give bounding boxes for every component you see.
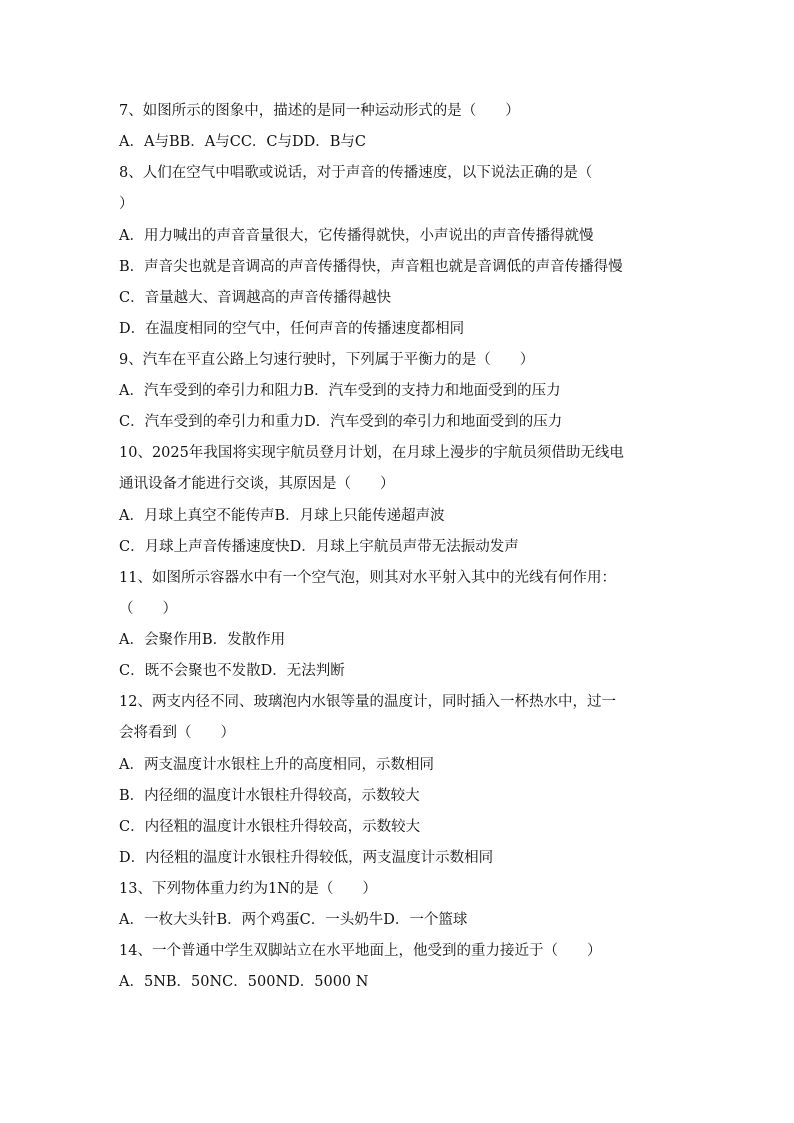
question-8-option-a: A．用力喊出的声音音量很大，它传播得就快，小声说出的声音传播得就慢 <box>119 228 594 244</box>
question-12-option-d: D．内径粗的温度计水银柱升得较低，两支温度计示数相同 <box>119 850 494 866</box>
question-12: 12、两支内径不同、玻璃泡内水银等量的温度计，同时插入一杯热水中，过一 <box>119 694 616 710</box>
question-7: 7、如图所示的图象中，描述的是同一种运动形式的是（ ） <box>119 103 520 119</box>
question-14: 14、一个普通中学生双脚站立在水平地面上，他受到的重力接近于（ ） <box>119 943 602 959</box>
question-10-options-cd: C．月球上声音传播速度快D．月球上宇航员声带无法振动发声 <box>119 539 519 555</box>
question-8-option-d: D．在温度相同的空气中，任何声音的传播速度都相同 <box>119 321 465 337</box>
question-11: 11、如图所示容器水中有一个空气泡，则其对水平射入其中的光线有何作用： <box>119 570 616 586</box>
question-10: 10、2025年我国将实现宇航员登月计划，在月球上漫步的宇航员须借助无线电 <box>119 445 624 461</box>
question-8-continued: ） <box>119 196 134 212</box>
question-8: 8、人们在空气中唱歌或说话，对于声音的传播速度，以下说法正确的是（ <box>119 165 593 181</box>
question-10-continued: 通讯设备才能进行交谈，其原因是（ ） <box>119 476 395 492</box>
question-11-options-cd: C．既不会聚也不发散D．无法判断 <box>119 663 345 679</box>
question-12-option-c: C．内径粗的温度计水银柱升得较高，示数较大 <box>119 819 421 835</box>
question-14-options: A．5NB．50NC．500ND．5000 N <box>119 974 369 990</box>
question-9-options-ab: A．汽车受到的牵引力和阻力B．汽车受到的支持力和地面受到的压力 <box>119 383 561 399</box>
question-12-continued: 会将看到（ ） <box>119 725 235 741</box>
question-7-options: A．A与BB．A与CC．C与DD．B与C <box>119 134 367 150</box>
question-10-options-ab: A．月球上真空不能传声B．月球上只能传递超声波 <box>119 508 445 524</box>
question-9-options-cd: C．汽车受到的牵引力和重力D．汽车受到的牵引力和地面受到的压力 <box>119 414 563 430</box>
question-12-option-a: A．两支温度计水银柱上升的高度相同，示数相同 <box>119 757 434 773</box>
question-11-continued: （ ） <box>119 601 177 617</box>
question-13-options: A．一枚大头针B．两个鸡蛋C．一头奶牛D．一个篮球 <box>119 912 468 928</box>
question-8-option-b: B．声音尖也就是音调高的声音传播得快，声音粗也就是音调低的声音传播得慢 <box>119 259 623 275</box>
question-11-options-ab: A．会聚作用B．发散作用 <box>119 632 286 648</box>
question-13: 13、下列物体重力约为1N的是（ ） <box>119 881 377 897</box>
question-12-option-b: B．内径细的温度计水银柱升得较高，示数较大 <box>119 788 420 804</box>
question-9: 9、汽车在平直公路上匀速行驶时，下列属于平衡力的是（ ） <box>119 352 535 368</box>
question-8-option-c: C．音量越大、音调越高的声音传播得越快 <box>119 290 392 306</box>
